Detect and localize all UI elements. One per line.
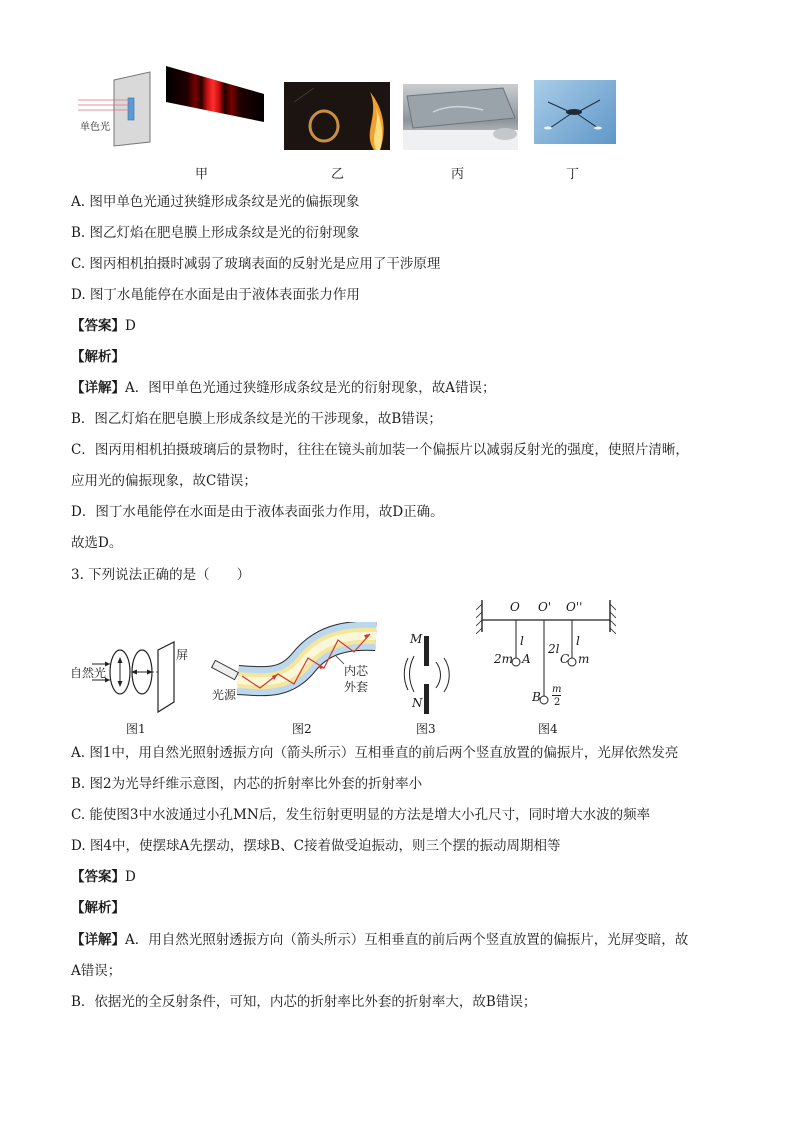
- q3-detail-text-1: A．用自然光照射透振方向（箭头所示）互相垂直的前后两个竖直放置的偏振片，光屏变暗，故: [125, 932, 689, 948]
- figure-bing-photo: [403, 84, 518, 150]
- fig2-core-label: 内芯: [344, 664, 369, 678]
- q2-answer: [71, 316, 136, 336]
- fig4-l-right-label: l: [576, 634, 580, 648]
- slit-apparatus-icon: [78, 70, 158, 150]
- fig4-mass-c-label: m: [578, 652, 590, 666]
- q3-stem: 3. 下列说法正确的是（ ）: [71, 567, 251, 583]
- q3-answer: [71, 867, 136, 887]
- q2-detail-1: [71, 378, 496, 398]
- fig4-mass-b-num: m: [552, 684, 562, 695]
- q3-answer-value: D: [125, 869, 136, 885]
- diffraction-fringes-image: [166, 66, 266, 122]
- q2-detail-2: B．图乙灯焰在肥皂膜上形成条纹是光的干涉现象，故B错误；: [71, 411, 442, 427]
- figure-4: [476, 596, 616, 740]
- mono-light-label: 单色光: [80, 122, 110, 133]
- fig4-o-label: O: [510, 600, 520, 614]
- q2-detail-tag: 【详解】: [71, 380, 125, 396]
- q2-option-a: A. 图甲单色光通过狭缝形成条纹是光的偏振现象: [71, 194, 360, 210]
- figure-2: [208, 622, 388, 740]
- figure-1: [70, 640, 200, 740]
- q2-detail-6: 故选D。: [71, 535, 123, 551]
- q2-option-c: C. 图丙相机拍摄时减弱了玻璃表面的反射光是应用了干涉原理: [71, 256, 441, 272]
- fig1-screen-label: 屏: [176, 648, 189, 662]
- q3-analysis-tag: 【解析】: [71, 900, 125, 916]
- soap-film-flame-image: [284, 82, 390, 150]
- q3-detail-3: B．依据光的全反射条件，可知，内芯的折射率比外套的折射率大，故B错误；: [71, 994, 537, 1010]
- q3-option-a: A. 图1中，用自然光照射透振方向（箭头所示）互相垂直的前后两个竖直放置的偏振片，光屏依然发亮: [71, 745, 679, 761]
- fig4-ball-a-label: A: [522, 652, 531, 666]
- fig2-cladding-label: 外套: [344, 680, 369, 694]
- fig4-2l-label: 2l: [548, 642, 560, 656]
- figure-3: [400, 628, 460, 740]
- q3-option-b: B. 图2为光导纤维示意图，内芯的折射率比外套的折射率小: [71, 776, 423, 792]
- fig1-natural-light-label: 自然光: [70, 666, 107, 680]
- fig3-m-label: M: [410, 632, 423, 646]
- caption-bing: 丙: [451, 167, 465, 182]
- q2-answer-value: D: [125, 318, 136, 334]
- caption-jia: 甲: [195, 167, 209, 182]
- q3-detail-tag: 【详解】: [71, 932, 125, 948]
- fig4-caption: 图4: [538, 722, 558, 736]
- fig4-mass-a-label: 2m: [494, 652, 514, 666]
- fig4-o1-label: O': [538, 600, 552, 614]
- q2-option-b: B. 图乙灯焰在肥皂膜上形成条纹是光的衍射现象: [71, 225, 360, 241]
- figure-jia-fringes: [166, 66, 266, 122]
- fig1-caption: 图1: [126, 722, 146, 736]
- fig4-mass-b-den: 2: [554, 697, 561, 708]
- fig4-o2-label: O'': [566, 600, 583, 614]
- q2-detail-5: D．图丁水黾能停在水面是由于液体表面张力作用，故D正确。: [71, 504, 444, 520]
- figure-jia-apparatus: [78, 70, 158, 150]
- fig2-caption: 图2: [292, 722, 312, 736]
- figure-yi-photo: [284, 82, 390, 150]
- figure-ding-photo: [534, 80, 616, 144]
- q3-option-c: C. 能使图3中水波通过小孔MN后，发生衍射更明显的方法是增大小孔尺寸，同时增大水波的频率: [71, 807, 651, 823]
- q3-detail-2: A错误；: [71, 963, 122, 979]
- fig4-ball-c-label: C: [560, 652, 570, 666]
- caption-ding: 丁: [566, 167, 580, 182]
- q2-analysis-tag: 【解析】: [71, 349, 125, 365]
- fig4-l-left-label: l: [520, 634, 524, 648]
- water-wave-slit-diagram: [400, 628, 460, 718]
- fig3-caption: 图3: [416, 722, 436, 736]
- q2-answer-tag: 【答案】: [71, 318, 125, 334]
- q2-detail-4: 应用光的偏振现象，故C错误；: [71, 473, 257, 489]
- q3-detail-1: [71, 930, 688, 950]
- q2-detail-text-1: A．图甲单色光通过狭缝形成条纹是光的衍射现象，故A错误；: [125, 380, 496, 396]
- caption-yi: 乙: [331, 167, 345, 182]
- water-strider-image: [534, 80, 616, 144]
- fig2-source-label: 光源: [212, 688, 237, 702]
- car-windshield-image: [403, 84, 518, 150]
- q2-option-d: D. 图丁水黾能停在水面是由于液体表面张力作用: [71, 287, 360, 303]
- q3-option-d: D. 图4中，使摆球A先摆动，摆球B、C接着做受迫振动，则三个摆的振动周期相等: [71, 838, 561, 854]
- fig3-n-label: N: [412, 696, 423, 710]
- q3-answer-tag: 【答案】: [71, 869, 125, 885]
- fig4-ball-b-label: B: [532, 690, 541, 704]
- q2-detail-3: C．图丙用相机拍摄玻璃后的景物时，往往在镜头前加装一个偏振片以减弱反射光的强度，使照片清晰，: [71, 442, 689, 458]
